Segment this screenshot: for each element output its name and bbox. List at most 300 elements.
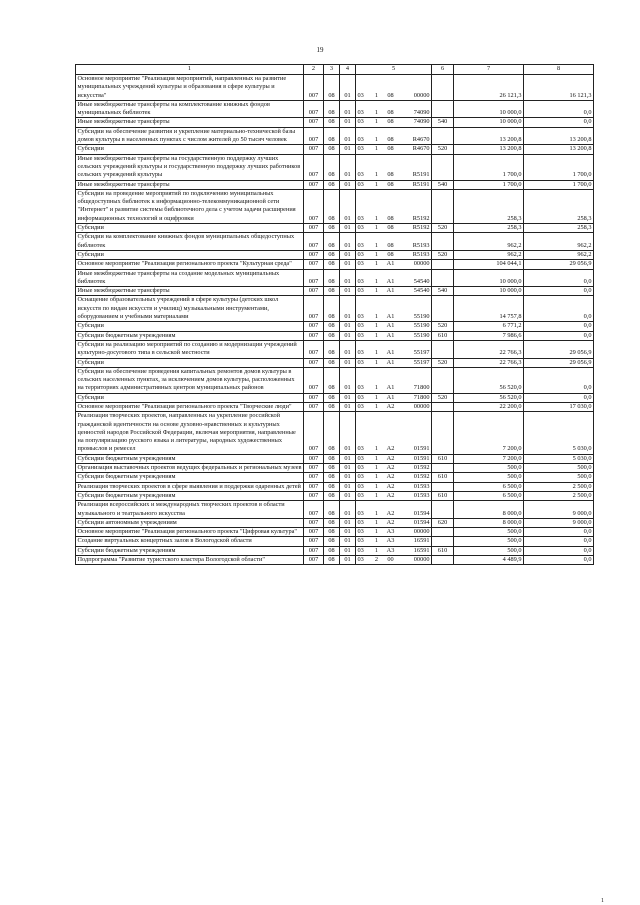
cell-subsection-code: 01	[340, 224, 356, 233]
row-name: Основное мероприятие "Реализация регионального проекта "Творческие люди"	[76, 402, 304, 411]
cell-subprogram-code: 1	[372, 454, 382, 463]
cell-direction-code: 01592	[400, 464, 432, 473]
cell-section-code: 08	[324, 145, 340, 154]
cell-event-code: A1	[382, 260, 400, 269]
cell-section-code: 08	[324, 340, 340, 358]
cell-subprogram-code: 1	[372, 127, 382, 145]
cell-subprogram-code: 1	[372, 100, 382, 118]
cell-event-code: 08	[382, 233, 400, 251]
cell-ministry-code: 007	[304, 358, 324, 367]
cell-subsection-code: 01	[340, 269, 356, 287]
cell-direction-code: R5192	[400, 189, 432, 223]
cell-event-code: A1	[382, 296, 400, 322]
cell-subprogram-code: 1	[372, 145, 382, 154]
cell-subprogram-code: 1	[372, 189, 382, 223]
cell-amount-col7: 500,0	[454, 528, 524, 537]
cell-direction-code: 01594	[400, 501, 432, 519]
cell-subsection-code: 01	[340, 528, 356, 537]
cell-expense-type: 540	[432, 118, 454, 127]
cell-expense-type	[432, 464, 454, 473]
cell-ministry-code: 007	[304, 322, 324, 331]
cell-subprogram-code: 1	[372, 260, 382, 269]
cell-section-code: 08	[324, 412, 340, 454]
cell-expense-type	[432, 100, 454, 118]
cell-section-code: 08	[324, 224, 340, 233]
cell-expense-type	[432, 154, 454, 180]
header-cell: 2	[304, 65, 324, 75]
cell-subprogram-code: 1	[372, 473, 382, 482]
cell-subsection-code: 01	[340, 518, 356, 527]
cell-subsection-code: 01	[340, 464, 356, 473]
cell-section-code: 08	[324, 491, 340, 500]
cell-subprogram-code: 1	[372, 331, 382, 340]
cell-program-code: 03	[356, 454, 372, 463]
row-name: Субсидии	[76, 250, 304, 259]
cell-section-code: 08	[324, 528, 340, 537]
table-row	[76, 269, 594, 287]
table-row	[76, 233, 594, 251]
cell-expense-type	[432, 412, 454, 454]
row-name: Субсидии бюджетным учреждениям	[76, 473, 304, 482]
cell-subprogram-code: 1	[372, 322, 382, 331]
cell-subprogram-code: 1	[372, 340, 382, 358]
cell-section-code: 08	[324, 75, 340, 101]
cell-direction-code: 00000	[400, 528, 432, 537]
cell-amount-col7: 104 044,1	[454, 260, 524, 269]
cell-expense-type: 610	[432, 491, 454, 500]
cell-direction-code: 71800	[400, 393, 432, 402]
cell-expense-type	[432, 75, 454, 101]
cell-amount-col8: 0,0	[524, 331, 594, 340]
cell-program-code: 03	[356, 491, 372, 500]
table-row	[76, 482, 594, 491]
cell-event-code: A2	[382, 491, 400, 500]
cell-ministry-code: 007	[304, 546, 324, 555]
cell-amount-col8: 16 121,3	[524, 75, 594, 101]
cell-event-code: A1	[382, 367, 400, 393]
cell-ministry-code: 007	[304, 145, 324, 154]
cell-program-code: 03	[356, 501, 372, 519]
cell-section-code: 08	[324, 287, 340, 296]
cell-expense-type: 520	[432, 393, 454, 402]
table-row	[76, 189, 594, 223]
row-name: Организация выставочных проектов ведущих федеральных и региональных музеев	[77, 464, 302, 472]
cell-direction-code: 55190	[400, 296, 432, 322]
cell-amount-col8: 0,0	[524, 546, 594, 555]
cell-direction-code: R5193	[400, 250, 432, 259]
cell-amount-col8: 0,0	[524, 287, 594, 296]
cell-subsection-code: 01	[340, 127, 356, 145]
cell-direction-code: 55190	[400, 331, 432, 340]
cell-subsection-code: 01	[340, 454, 356, 463]
cell-amount-col8: 0,0	[524, 100, 594, 118]
cell-section-code: 08	[324, 402, 340, 411]
cell-direction-code: 74090	[400, 100, 432, 118]
cell-event-code: 08	[382, 75, 400, 101]
cell-subsection-code: 01	[340, 260, 356, 269]
cell-amount-col8: 29 056,9	[524, 340, 594, 358]
cell-subprogram-code: 1	[372, 250, 382, 259]
row-name: Иные межбюджетные трансферты	[76, 287, 304, 296]
cell-amount-col7: 1 700,0	[454, 180, 524, 189]
cell-amount-col7: 1 700,0	[454, 154, 524, 180]
cell-subprogram-code: 1	[372, 269, 382, 287]
cell-amount-col7: 7 986,6	[454, 331, 524, 340]
cell-expense-type	[432, 340, 454, 358]
cell-section-code: 08	[324, 367, 340, 393]
cell-program-code: 03	[356, 180, 372, 189]
page-number: 19	[316, 46, 324, 54]
cell-ministry-code: 007	[304, 127, 324, 145]
table-row	[76, 412, 594, 454]
table-row	[76, 260, 594, 269]
header-cell: 3	[324, 65, 340, 75]
cell-event-code: A2	[382, 464, 400, 473]
table-row	[76, 537, 594, 546]
cell-expense-type: 620	[432, 518, 454, 527]
cell-subprogram-code: 1	[372, 118, 382, 127]
cell-expense-type	[432, 189, 454, 223]
table-row	[76, 501, 594, 519]
cell-ministry-code: 007	[304, 367, 324, 393]
cell-program-code: 03	[356, 537, 372, 546]
cell-direction-code: R4670	[400, 145, 432, 154]
cell-amount-col7: 56 520,0	[454, 367, 524, 393]
cell-amount-col7: 56 520,0	[454, 393, 524, 402]
cell-event-code: 08	[382, 118, 400, 127]
cell-expense-type	[432, 367, 454, 393]
cell-ministry-code: 007	[304, 100, 324, 118]
cell-direction-code: 00000	[400, 260, 432, 269]
cell-amount-col8: 258,3	[524, 189, 594, 223]
cell-event-code: A1	[382, 393, 400, 402]
cell-amount-col7: 7 200,0	[454, 454, 524, 463]
cell-section-code: 08	[324, 473, 340, 482]
cell-ministry-code: 007	[304, 402, 324, 411]
cell-program-code: 03	[356, 358, 372, 367]
cell-amount-col7: 10 000,0	[454, 269, 524, 287]
row-name: Основное мероприятие "Реализация регионального проекта "Цифровая культура"	[76, 528, 304, 537]
cell-subprogram-code: 1	[372, 296, 382, 322]
cell-direction-code: 16591	[400, 537, 432, 546]
row-name: Субсидии	[76, 224, 304, 233]
cell-section-code: 08	[324, 518, 340, 527]
cell-event-code: A1	[382, 287, 400, 296]
cell-amount-col8: 0,0	[524, 367, 594, 393]
cell-subsection-code: 01	[340, 556, 356, 565]
cell-program-code: 03	[356, 322, 372, 331]
table-row	[76, 367, 594, 393]
cell-program-code: 03	[356, 269, 372, 287]
cell-program-code: 03	[356, 367, 372, 393]
cell-amount-col7: 962,2	[454, 250, 524, 259]
cell-amount-col8: 5 030,0	[524, 454, 594, 463]
table-row	[76, 322, 594, 331]
cell-event-code: 08	[382, 100, 400, 118]
cell-program-code: 03	[356, 118, 372, 127]
cell-amount-col7: 22 200,0	[454, 402, 524, 411]
cell-section-code: 08	[324, 233, 340, 251]
cell-event-code: A2	[382, 473, 400, 482]
cell-subprogram-code: 2	[372, 556, 382, 565]
cell-ministry-code: 007	[304, 269, 324, 287]
cell-direction-code: 16591	[400, 546, 432, 555]
cell-amount-col7: 500,0	[454, 473, 524, 482]
cell-section-code: 08	[324, 250, 340, 259]
cell-subsection-code: 01	[340, 491, 356, 500]
cell-direction-code: 00000	[400, 402, 432, 411]
cell-event-code: A2	[382, 412, 400, 454]
cell-expense-type	[432, 501, 454, 519]
cell-expense-type	[432, 556, 454, 565]
table-row	[76, 464, 594, 473]
cell-amount-col8: 9 000,0	[524, 518, 594, 527]
row-name: Создание виртуальных концертных залов в Вологодской области	[76, 537, 304, 546]
cell-amount-col8: 13 200,8	[524, 145, 594, 154]
cell-ministry-code: 007	[304, 154, 324, 180]
cell-amount-col7: 14 757,8	[454, 296, 524, 322]
cell-section-code: 08	[324, 127, 340, 145]
row-name: Основное мероприятие "Реализация регионального проекта "Культурная среда"	[76, 260, 304, 269]
row-name: Субсидии	[76, 358, 304, 367]
cell-section-code: 08	[324, 501, 340, 519]
cell-event-code: A3	[382, 546, 400, 555]
cell-expense-type	[432, 269, 454, 287]
cell-section-code: 08	[324, 454, 340, 463]
row-name: Субсидии бюджетным учреждениям	[76, 491, 304, 500]
cell-ministry-code: 007	[304, 412, 324, 454]
row-name: Реализация всероссийских и международных творческих проектов в области музыкального и театрального искусства	[76, 501, 304, 519]
cell-amount-col7: 22 766,3	[454, 358, 524, 367]
cell-event-code: A1	[382, 331, 400, 340]
cell-program-code: 03	[356, 154, 372, 180]
cell-amount-col8: 0,0	[524, 393, 594, 402]
cell-ministry-code: 007	[304, 296, 324, 322]
cell-subprogram-code: 1	[372, 491, 382, 500]
cell-direction-code: 01591	[400, 454, 432, 463]
cell-subsection-code: 01	[340, 537, 356, 546]
cell-amount-col8: 2 500,0	[524, 482, 594, 491]
header-cell: 5	[356, 65, 432, 75]
cell-event-code: A1	[382, 358, 400, 367]
cell-ministry-code: 007	[304, 537, 324, 546]
cell-amount-col7: 13 200,8	[454, 145, 524, 154]
cell-ministry-code: 007	[304, 224, 324, 233]
cell-section-code: 08	[324, 296, 340, 322]
cell-amount-col8: 17 030,0	[524, 402, 594, 411]
table-row	[76, 127, 594, 145]
cell-ministry-code: 007	[304, 454, 324, 463]
cell-event-code: 08	[382, 154, 400, 180]
cell-subsection-code: 01	[340, 233, 356, 251]
row-name: Субсидии	[76, 145, 304, 154]
cell-program-code: 03	[356, 393, 372, 402]
cell-direction-code: 01594	[400, 518, 432, 527]
cell-subsection-code: 01	[340, 322, 356, 331]
row-name: Субсидии бюджетным учреждениям	[76, 546, 304, 555]
table-row	[76, 75, 594, 101]
cell-expense-type	[432, 233, 454, 251]
table-row	[76, 454, 594, 463]
cell-expense-type: 610	[432, 454, 454, 463]
row-name: Субсидии бюджетным учреждениям	[76, 454, 304, 463]
cell-direction-code: R4670	[400, 127, 432, 145]
cell-section-code: 08	[324, 189, 340, 223]
cell-subprogram-code: 1	[372, 224, 382, 233]
header-cell: 8	[524, 65, 594, 75]
cell-subprogram-code: 1	[372, 393, 382, 402]
cell-ministry-code: 007	[304, 464, 324, 473]
cell-direction-code: R5193	[400, 233, 432, 251]
cell-event-code: 08	[382, 250, 400, 259]
cell-subsection-code: 01	[340, 250, 356, 259]
cell-direction-code: 55197	[400, 358, 432, 367]
cell-direction-code: R5191	[400, 180, 432, 189]
table-row	[76, 296, 594, 322]
row-name: Реализация творческих проектов, направленных на укрепление российской гражданской идентичности на основе духовно-нравственных и культурных ценностей народов Российской Федерации, включая мероприятия, направленные на популяризацию русского языка и литературы, народных художественных промыслов и ремесел	[76, 412, 304, 454]
cell-direction-code: 55190	[400, 322, 432, 331]
cell-program-code: 03	[356, 546, 372, 555]
row-name: Основное мероприятие "Реализация мероприятий, направленных на развитие муниципальных учреждений культуры и образования в сфере культуры и искусства"	[76, 75, 304, 101]
table-row	[76, 154, 594, 180]
cell-amount-col8: 0,0	[524, 118, 594, 127]
cell-amount-col7: 258,3	[454, 224, 524, 233]
cell-direction-code: 54540	[400, 287, 432, 296]
cell-amount-col8: 9 000,0	[524, 501, 594, 519]
cell-event-code: A2	[382, 518, 400, 527]
header-cell: 6	[432, 65, 454, 75]
cell-event-code: A1	[382, 340, 400, 358]
cell-program-code: 03	[356, 331, 372, 340]
cell-expense-type: 610	[432, 331, 454, 340]
cell-event-code: A2	[382, 501, 400, 519]
row-name: Оснащение образовательных учреждений в сфере культуры (детских школ искусств по видам искусств и училищ) музыкальными инструментами, оборудованием и учебными материалами	[76, 296, 304, 322]
cell-section-code: 08	[324, 482, 340, 491]
cell-ministry-code: 007	[304, 189, 324, 223]
cell-direction-code: 74090	[400, 118, 432, 127]
cell-event-code: A2	[382, 482, 400, 491]
cell-expense-type: 540	[432, 180, 454, 189]
cell-amount-col7: 500,0	[454, 537, 524, 546]
cell-amount-col8: 0,0	[524, 269, 594, 287]
table-row	[76, 358, 594, 367]
cell-program-code: 03	[356, 518, 372, 527]
cell-amount-col7: 8 000,0	[454, 501, 524, 519]
cell-amount-col7: 10 000,0	[454, 118, 524, 127]
table-row	[76, 331, 594, 340]
cell-event-code: A2	[382, 402, 400, 411]
cell-ministry-code: 007	[304, 287, 324, 296]
cell-subprogram-code: 1	[372, 528, 382, 537]
cell-amount-col8: 0,0	[524, 528, 594, 537]
cell-amount-col7: 4 489,9	[454, 556, 524, 565]
cell-ministry-code: 007	[304, 491, 324, 500]
table-header-row	[76, 65, 594, 75]
row-name: Иные межбюджетные трансферты	[76, 118, 304, 127]
cell-ministry-code: 007	[304, 482, 324, 491]
cell-subprogram-code: 1	[372, 180, 382, 189]
cell-expense-type	[432, 296, 454, 322]
cell-amount-col8: 500,0	[524, 464, 594, 473]
table-row	[76, 528, 594, 537]
cell-amount-col7: 13 200,8	[454, 127, 524, 145]
table-row	[76, 402, 594, 411]
row-name: Иные межбюджетные трансферты	[76, 180, 304, 189]
cell-subprogram-code: 1	[372, 358, 382, 367]
cell-subprogram-code: 1	[372, 154, 382, 180]
cell-program-code: 03	[356, 145, 372, 154]
cell-ministry-code: 007	[304, 75, 324, 101]
cell-ministry-code: 007	[304, 518, 324, 527]
row-name: Субсидии на обеспечение развития и укрепление материально-технической базы домов культуры в населенных пунктах с числом жителей до 50 тысяч человек	[76, 127, 304, 145]
cell-section-code: 08	[324, 100, 340, 118]
cell-section-code: 08	[324, 322, 340, 331]
cell-expense-type: 520	[432, 224, 454, 233]
cell-amount-col8: 500,0	[524, 473, 594, 482]
cell-program-code: 03	[356, 296, 372, 322]
cell-ministry-code: 007	[304, 473, 324, 482]
cell-program-code: 03	[356, 412, 372, 454]
cell-section-code: 08	[324, 358, 340, 367]
cell-expense-type: 610	[432, 546, 454, 555]
cell-subsection-code: 01	[340, 154, 356, 180]
header-cell: 7	[454, 65, 524, 75]
cell-direction-code: R5191	[400, 154, 432, 180]
table-row	[76, 250, 594, 259]
cell-amount-col8: 962,2	[524, 233, 594, 251]
cell-program-code: 03	[356, 473, 372, 482]
cell-direction-code: 00000	[400, 556, 432, 565]
table-row	[76, 145, 594, 154]
cell-amount-col7: 6 500,0	[454, 491, 524, 500]
cell-amount-col7: 6 771,2	[454, 322, 524, 331]
table-row	[76, 491, 594, 500]
cell-expense-type: 540	[432, 287, 454, 296]
cell-subsection-code: 01	[340, 145, 356, 154]
cell-program-code: 03	[356, 224, 372, 233]
cell-subsection-code: 01	[340, 118, 356, 127]
cell-expense-type	[432, 127, 454, 145]
row-name: Субсидии	[76, 393, 304, 402]
cell-amount-col7: 26 121,3	[454, 75, 524, 101]
row-name: Субсидии на проведение мероприятий по подключению муниципальных общедоступных библиотек к информационно-телекоммуникационной сети "Интернет" и развитие системы библиотечного дела с учетом задачи расширения информационных технологий и оцифровки	[76, 189, 304, 223]
cell-expense-type	[432, 260, 454, 269]
cell-program-code: 03	[356, 233, 372, 251]
cell-expense-type	[432, 528, 454, 537]
cell-event-code: A2	[382, 454, 400, 463]
cell-ministry-code: 007	[304, 393, 324, 402]
cell-amount-col7: 8 000,0	[454, 518, 524, 527]
cell-subprogram-code: 1	[372, 287, 382, 296]
cell-program-code: 03	[356, 127, 372, 145]
cell-amount-col7: 962,2	[454, 233, 524, 251]
cell-amount-col8: 0,0	[524, 556, 594, 565]
cell-subprogram-code: 1	[372, 546, 382, 555]
cell-program-code: 03	[356, 189, 372, 223]
cell-section-code: 08	[324, 546, 340, 555]
cell-ministry-code: 007	[304, 233, 324, 251]
cell-program-code: 03	[356, 287, 372, 296]
cell-section-code: 08	[324, 118, 340, 127]
cell-event-code: A1	[382, 322, 400, 331]
cell-subsection-code: 01	[340, 393, 356, 402]
cell-amount-col7: 500,0	[454, 464, 524, 473]
cell-event-code: 08	[382, 189, 400, 223]
cell-subsection-code: 01	[340, 402, 356, 411]
cell-amount-col8: 13 200,8	[524, 127, 594, 145]
cell-direction-code: 55197	[400, 340, 432, 358]
header-cell: 4	[340, 65, 356, 75]
